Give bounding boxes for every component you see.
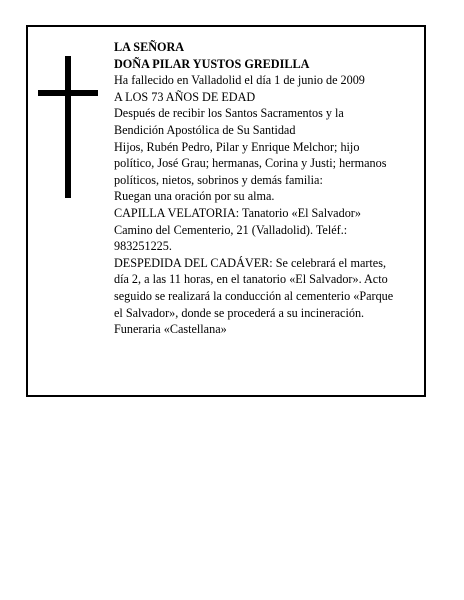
notice-line: día 2, a las 11 horas, en el tanatorio «El Salvador». Acto bbox=[114, 272, 388, 287]
notice-line: CAPILLA VELATORIA: Tanatorio «El Salvador» bbox=[114, 205, 361, 220]
obituary-notice bbox=[26, 25, 426, 397]
cross-icon bbox=[38, 56, 98, 198]
notice-line: Ruegan una oración por su alma. bbox=[114, 189, 275, 204]
notice-line: DESPEDIDA DEL CADÁVER: Se celebrará el martes, bbox=[114, 255, 387, 270]
notice-line: político, José Grau; hermanas, Corina y Justi; hermanos bbox=[114, 156, 387, 171]
cross-horizontal-bar bbox=[38, 90, 98, 96]
notice-line: Camino del Cementerio, 21 (Valladolid). Teléf.: bbox=[114, 222, 348, 237]
notice-line: Hijos, Rubén Pedro, Pilar y Enrique Melchor; hijo bbox=[114, 139, 360, 154]
notice-line: DOÑA PILAR YUSTOS GREDILLA bbox=[114, 56, 310, 71]
notice-line: 983251225. bbox=[114, 239, 172, 254]
notice-line: Después de recibir los Santos Sacramentos y la bbox=[114, 106, 344, 121]
notice-line: Ha fallecido en Valladolid el día 1 de junio de 2009 bbox=[114, 73, 365, 88]
cross-vertical-bar bbox=[65, 56, 71, 198]
notice-line: LA SEÑORA bbox=[114, 40, 185, 54]
notice-text bbox=[114, 39, 424, 338]
notice-line: el Salvador», donde se procederá a su incineración. bbox=[114, 305, 365, 320]
notice-line: A LOS 73 AÑOS DE EDAD bbox=[114, 89, 256, 104]
notice-line: Funeraria «Castellana» bbox=[114, 322, 227, 337]
notice-line: seguido se realizará la conducción al cementerio «Parque bbox=[114, 288, 394, 303]
notice-line: Bendición Apostólica de Su Santidad bbox=[114, 122, 296, 137]
notice-line: políticos, nietos, sobrinos y demás familia: bbox=[114, 172, 323, 187]
